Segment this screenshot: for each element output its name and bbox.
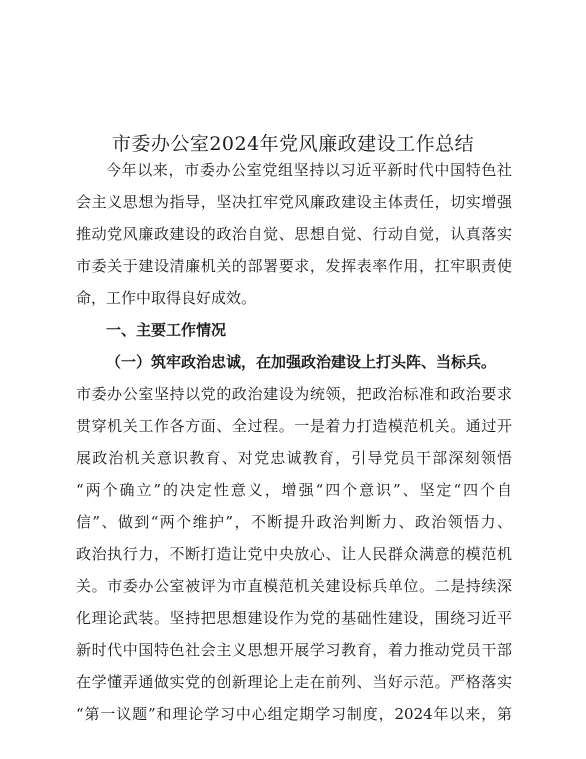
intro-line: 今年以来，市委办公室党组坚持以习近平新时代中国特色社: [106, 161, 512, 179]
body-line: 化理论武装。坚持把思想建设作为党的基础性建设，围绕习近平: [76, 609, 512, 627]
body-line: 关。市委办公室被评为市直模范机关建设标兵单位。二是持续深: [76, 577, 512, 595]
subsection-heading: （一）筑牢政治忠诚，在加强政治建设上打头阵、当标兵。: [106, 353, 497, 371]
body-line: 展政治机关意识教育、对党忠诚教育，引导党员干部深刻领悟: [76, 449, 512, 467]
body-line: 市委办公室坚持以党的政治建设为统领，把政治标准和政治要求: [76, 385, 512, 403]
body-line: 在学懂弄通做实党的创新理论上走在前列、当好示范。严格落实: [76, 673, 512, 691]
document-title: 市委办公室2024年党风廉政建设工作总结: [111, 133, 475, 155]
section-heading: 一、主要工作情况: [106, 321, 227, 339]
body-line: 信”、做到“两个维护”，不断提升政治判断力、政治领悟力、: [76, 513, 512, 531]
body-line: 贯穿机关工作各方面、全过程。一是着力打造模范机关。通过开: [76, 417, 512, 435]
body-line: “两个确立”的决定性意义，增强“四个意识”、坚定“四个自: [76, 481, 512, 499]
intro-line: 会主义思想为指导，坚决扛牢党风廉政建设主体责任，切实增强: [76, 193, 512, 211]
intro-line: 市委关于建设清廉机关的部署要求，发挥表率作用，扛牢职责使: [76, 257, 512, 275]
body-line: “第一议题”和理论学习中心组定期学习制度，2024年以来，第: [76, 705, 512, 723]
body-line: 新时代中国特色社会主义思想开展学习教育，着力推动党员干部: [76, 641, 512, 659]
intro-line: 推动党风廉政建设的政治自觉、思想自觉、行动自觉，认真落实: [76, 225, 512, 243]
body-line: 政治执行力，不断打造让党中央放心、让人民群众满意的模范机: [76, 545, 512, 563]
intro-line: 命，工作中取得良好成效。: [76, 289, 257, 307]
